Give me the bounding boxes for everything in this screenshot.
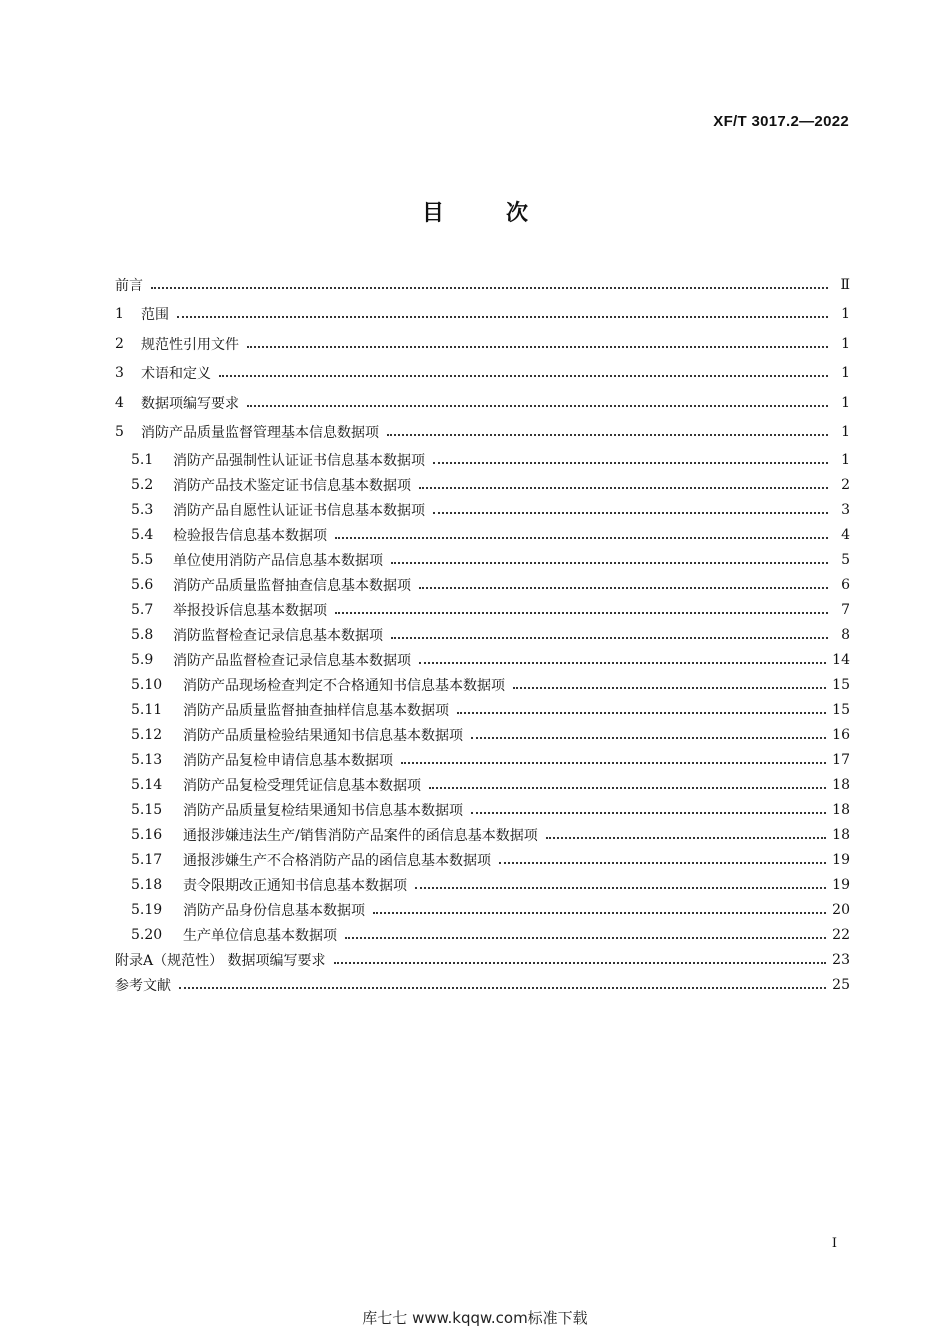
toc-entry-number: 1 <box>115 306 124 323</box>
toc-entry-number: 5.20 <box>131 926 163 943</box>
toc-entry-5-14[interactable] <box>115 772 850 797</box>
toc-entry-page: 16 <box>832 726 850 743</box>
toc-entry-number: 5 <box>115 424 124 441</box>
toc-entry-label: 参考文献 <box>115 977 171 994</box>
toc-entry-appendix-a[interactable] <box>115 947 850 972</box>
page-title: 目次 <box>421 200 590 226</box>
toc-entry-references[interactable] <box>115 972 850 997</box>
dot-leader <box>387 434 828 436</box>
dot-leader <box>433 462 828 464</box>
toc-entry-label: 单位使用消防产品信息基本数据项 <box>173 552 383 569</box>
dot-leader <box>335 537 828 539</box>
toc-entry-number: 5.8 <box>131 626 154 643</box>
table-of-contents <box>115 270 850 997</box>
dot-leader <box>151 287 828 289</box>
toc-entry-page: 3 <box>841 501 850 518</box>
toc-entry-number: 5.14 <box>131 776 163 793</box>
toc-entry-label: 规范性引用文件 <box>141 336 239 353</box>
toc-entry-5-6[interactable] <box>115 572 850 597</box>
dot-leader <box>345 937 826 939</box>
toc-entry-1[interactable] <box>115 300 850 330</box>
toc-entry-label: 通报涉嫌生产不合格消防产品的函信息基本数据项 <box>183 852 491 869</box>
toc-entry-page: 18 <box>832 826 850 843</box>
toc-entry-number: 5.9 <box>131 651 154 668</box>
toc-entry-5-15[interactable] <box>115 797 850 822</box>
toc-entry-label: 消防监督检查记录信息基本数据项 <box>173 627 383 644</box>
dot-leader <box>513 687 826 689</box>
toc-entry-label: 消防产品身份信息基本数据项 <box>183 902 365 919</box>
toc-entry-number: 5.19 <box>131 901 163 918</box>
dot-leader <box>391 637 828 639</box>
toc-entry-number: 5.12 <box>131 726 163 743</box>
toc-entry-label: 通报涉嫌违法生产/销售消防产品案件的函信息基本数据项 <box>183 827 538 844</box>
toc-entry-label: 范围 <box>141 307 169 324</box>
toc-entry-page: 6 <box>841 576 850 593</box>
toc-entry-5-12[interactable] <box>115 722 850 747</box>
dot-leader <box>419 587 828 589</box>
dot-leader <box>219 375 828 377</box>
toc-entry-page: 19 <box>832 876 850 893</box>
toc-entry-number: 4 <box>115 394 124 411</box>
toc-entry-label: 消防产品复检受理凭证信息基本数据项 <box>183 777 421 794</box>
dot-leader <box>471 737 826 739</box>
toc-entry-3[interactable] <box>115 359 850 389</box>
dot-leader <box>457 712 826 714</box>
toc-entry-5-9[interactable] <box>115 647 850 672</box>
toc-entry-number: 5.7 <box>131 601 154 618</box>
toc-entry-label: 生产单位信息基本数据项 <box>183 927 337 944</box>
toc-entry-number: 5.18 <box>131 876 163 893</box>
toc-entry-page: 7 <box>841 601 850 618</box>
toc-entry-number: 5.4 <box>131 526 154 543</box>
toc-entry-number: 3 <box>115 365 124 382</box>
toc-entry-5-7[interactable] <box>115 597 850 622</box>
dot-leader <box>419 487 828 489</box>
toc-entry-label: 消防产品强制性认证证书信息基本数据项 <box>173 452 425 469</box>
toc-entry-number: 5.3 <box>131 501 154 518</box>
toc-entry-page: 23 <box>832 951 850 968</box>
toc-entry-5-20[interactable] <box>115 922 850 947</box>
toc-entry-page: 22 <box>832 926 850 943</box>
toc-entry-2[interactable] <box>115 329 850 359</box>
toc-entry-number: 5.5 <box>131 551 154 568</box>
toc-entry-label: 责令限期改正通知书信息基本数据项 <box>183 877 407 894</box>
dot-leader <box>419 662 826 664</box>
toc-entry-page: 15 <box>832 701 850 718</box>
toc-entry-5-8[interactable] <box>115 622 850 647</box>
toc-entry-label: 附录A（规范性） 数据项编写要求 <box>115 952 326 969</box>
toc-entry-number: 2 <box>115 335 124 352</box>
toc-entry-number: 5.10 <box>131 676 163 693</box>
toc-entry-page: 20 <box>832 901 850 918</box>
toc-entry-label: 前言 <box>115 277 143 294</box>
toc-entry-number: 5.16 <box>131 826 163 843</box>
toc-entry-5-2[interactable] <box>115 472 850 497</box>
toc-entry-page: Ⅱ <box>840 276 850 293</box>
dot-leader <box>391 562 828 564</box>
toc-entry-page: 18 <box>832 801 850 818</box>
toc-entry-page: 1 <box>841 394 850 411</box>
toc-entry-5-3[interactable] <box>115 497 850 522</box>
toc-entry-page: 18 <box>832 776 850 793</box>
toc-entry-5-5[interactable] <box>115 547 850 572</box>
dot-leader <box>471 812 826 814</box>
dot-leader <box>247 405 828 407</box>
toc-entry-4[interactable] <box>115 388 850 418</box>
standard-code: XF/T 3017.2—2022 <box>713 113 849 130</box>
toc-entry-label: 消防产品质量检验结果通知书信息基本数据项 <box>183 727 463 744</box>
toc-entry-number: 5.2 <box>131 476 154 493</box>
dot-leader <box>335 612 828 614</box>
dot-leader <box>334 962 827 964</box>
toc-entry-number: 5.17 <box>131 851 163 868</box>
toc-entry-label: 术语和定义 <box>141 366 211 383</box>
dot-leader <box>373 912 826 914</box>
toc-entry-5-1[interactable] <box>115 447 850 472</box>
dot-leader <box>401 762 826 764</box>
dot-leader <box>247 346 828 348</box>
toc-entry-label: 消防产品质量监督管理基本信息数据项 <box>141 425 379 442</box>
toc-entry-page: 15 <box>832 676 850 693</box>
toc-entry-5-4[interactable] <box>115 522 850 547</box>
toc-entry-label: 消防产品质量复检结果通知书信息基本数据项 <box>183 802 463 819</box>
toc-entry-page: 1 <box>841 424 850 441</box>
toc-entry-label: 检验报告信息基本数据项 <box>173 527 327 544</box>
toc-entry-label: 消防产品监督检查记录信息基本数据项 <box>173 652 411 669</box>
toc-entry-label: 消防产品质量监督抽查抽样信息基本数据项 <box>183 702 449 719</box>
toc-entry-page: 1 <box>841 306 850 323</box>
toc-entry-5-13[interactable] <box>115 747 850 772</box>
dot-leader <box>179 987 826 989</box>
toc-entry-page: 17 <box>832 751 850 768</box>
toc-entry-label: 消防产品质量监督抽查信息基本数据项 <box>173 577 411 594</box>
toc-entry-label: 消防产品自愿性认证证书信息基本数据项 <box>173 502 425 519</box>
toc-entry-number: 5.1 <box>131 451 154 468</box>
toc-entry-5-16[interactable] <box>115 822 850 847</box>
dot-leader <box>177 316 828 318</box>
toc-entry-page: 19 <box>832 851 850 868</box>
toc-entry-page: 4 <box>841 526 850 543</box>
toc-entry-label: 举报投诉信息基本数据项 <box>173 602 327 619</box>
toc-entry-5-10[interactable] <box>115 672 850 697</box>
toc-entry-page: 14 <box>832 651 850 668</box>
toc-entry-number: 5.11 <box>131 701 163 718</box>
dot-leader <box>546 837 826 839</box>
toc-entry-number: 5.15 <box>131 801 163 818</box>
toc-entry-number: 5.6 <box>131 576 154 593</box>
toc-entry-label: 消防产品复检申请信息基本数据项 <box>183 752 393 769</box>
toc-entry-5-17[interactable] <box>115 847 850 872</box>
dot-leader <box>429 787 826 789</box>
toc-entry-page: 8 <box>841 626 850 643</box>
toc-entry-label: 数据项编写要求 <box>141 395 239 412</box>
toc-entry-page: 5 <box>841 551 850 568</box>
toc-entry-page: 25 <box>832 976 850 993</box>
toc-entry-page: 1 <box>841 365 850 382</box>
toc-entry-label: 消防产品现场检查判定不合格通知书信息基本数据项 <box>183 677 505 694</box>
toc-entry-foreword[interactable] <box>115 270 850 300</box>
toc-entry-page: 2 <box>841 476 850 493</box>
dot-leader <box>499 862 826 864</box>
toc-entry-5-19[interactable] <box>115 897 850 922</box>
dot-leader <box>415 887 826 889</box>
dot-leader <box>433 512 828 514</box>
toc-entry-5[interactable] <box>115 418 850 448</box>
toc-entry-page: 1 <box>841 335 850 352</box>
toc-entry-5-18[interactable] <box>115 872 850 897</box>
toc-entry-label: 消防产品技术鉴定证书信息基本数据项 <box>173 477 411 494</box>
page-number: I <box>831 1236 837 1251</box>
watermark-text: 库七七 www.kqqw.com标准下载 <box>362 1309 588 1327</box>
toc-entry-5-11[interactable] <box>115 697 850 722</box>
toc-entry-page: 1 <box>841 451 850 468</box>
toc-entry-number: 5.13 <box>131 751 163 768</box>
